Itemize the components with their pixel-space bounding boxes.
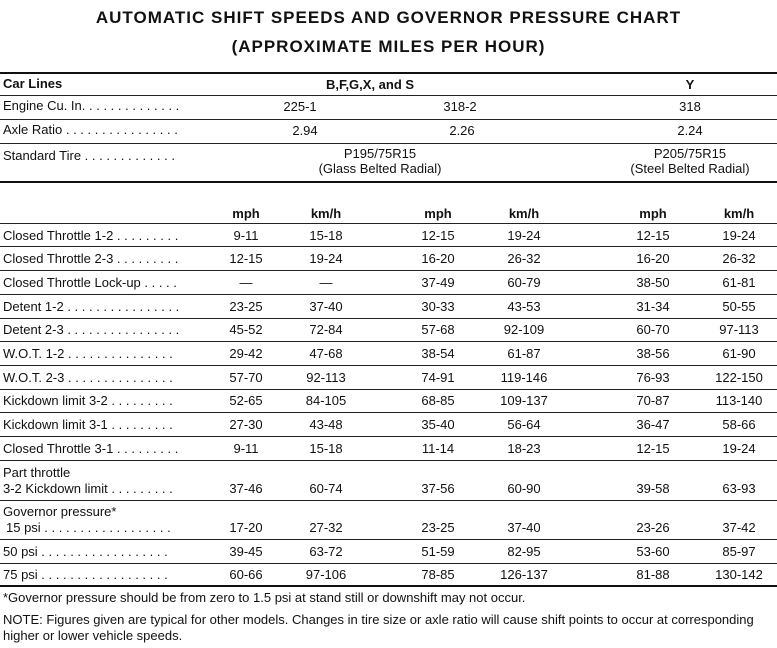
table-cell: 19-24 bbox=[309, 251, 343, 266]
table-cell: 78-85 bbox=[421, 567, 455, 582]
table-cell: — bbox=[239, 275, 253, 290]
table-cell: 60-66 bbox=[229, 567, 263, 582]
table-cell: 9-11 bbox=[233, 228, 259, 243]
table-cell: 19-24 bbox=[722, 228, 756, 243]
engine-label: Engine Cu. In. . . . . . . . . . . . . . bbox=[3, 98, 180, 113]
row-label: Closed Throttle Lock-up . . . . . bbox=[3, 275, 177, 290]
table-cell: 15-18 bbox=[309, 228, 343, 243]
table-cell: 39-58 bbox=[636, 481, 670, 496]
row-label: Closed Throttle 2-3 . . . . . . . . . bbox=[3, 251, 179, 266]
rule bbox=[0, 563, 777, 564]
table-cell: 37-49 bbox=[421, 275, 455, 290]
row-label: 15 psi . . . . . . . . . . . . . . . . . . bbox=[6, 520, 171, 535]
table-cell: 97-113 bbox=[719, 322, 759, 337]
rule bbox=[0, 270, 777, 271]
tire-group2-size: P205/75R15 bbox=[653, 146, 727, 161]
rule bbox=[0, 341, 777, 342]
axle-value-2: 2.26 bbox=[449, 123, 475, 138]
table-cell: 11-14 bbox=[421, 441, 455, 456]
column-header: mph bbox=[232, 206, 260, 221]
table-cell: 82-95 bbox=[507, 544, 541, 559]
table-cell: 47-68 bbox=[309, 346, 343, 361]
table-cell: 23-25 bbox=[229, 299, 263, 314]
row-label: W.O.T. 1-2 . . . . . . . . . . . . . . . bbox=[3, 346, 173, 361]
table-cell: 63-72 bbox=[309, 544, 343, 559]
rule bbox=[0, 436, 777, 437]
axle-value-3: 2.24 bbox=[677, 123, 703, 138]
row-label: Closed Throttle 3-1 . . . . . . . . . bbox=[3, 441, 179, 456]
table-cell: 30-33 bbox=[421, 299, 455, 314]
table-cell: 37-40 bbox=[507, 520, 541, 535]
table-cell: 51-59 bbox=[421, 544, 455, 559]
rule bbox=[0, 294, 777, 295]
table-cell: 58-66 bbox=[722, 417, 756, 432]
footnote: *Governor pressure should be from zero to 1.5 psi at stand still or downshift may not occur. bbox=[3, 590, 526, 605]
table-cell: 12-15 bbox=[229, 251, 263, 266]
row-label: Part throttle bbox=[3, 465, 71, 480]
table-cell: 38-56 bbox=[636, 346, 670, 361]
table-cell: 37-46 bbox=[229, 481, 263, 496]
rule bbox=[0, 95, 777, 96]
table-cell: 60-79 bbox=[507, 275, 541, 290]
table-cell: 61-81 bbox=[722, 275, 756, 290]
table-cell: 15-18 bbox=[309, 441, 343, 456]
rule bbox=[0, 460, 777, 461]
table-cell: 38-54 bbox=[421, 346, 455, 361]
table-cell: 23-26 bbox=[636, 520, 670, 535]
table-cell: 76-93 bbox=[636, 370, 670, 385]
row-label: Closed Throttle 1-2 . . . . . . . . . bbox=[3, 228, 179, 243]
table-cell: 26-32 bbox=[507, 251, 541, 266]
table-cell: 97-106 bbox=[305, 567, 347, 582]
table-cell: 23-25 bbox=[421, 520, 455, 535]
axle-value-1: 2.94 bbox=[292, 123, 318, 138]
table-cell: 43-53 bbox=[507, 299, 541, 314]
table-cell: 63-93 bbox=[722, 481, 756, 496]
row-label: Detent 2-3 . . . . . . . . . . . . . . . . bbox=[3, 322, 180, 337]
tire-label: Standard Tire . . . . . . . . . . . . . bbox=[3, 148, 175, 163]
table-cell: 36-47 bbox=[636, 417, 670, 432]
tire-group1-size: P195/75R15 bbox=[343, 146, 417, 161]
table-cell: 53-60 bbox=[636, 544, 670, 559]
table-cell: 56-64 bbox=[507, 417, 541, 432]
engine-value-2: 318-2 bbox=[443, 99, 477, 114]
column-header: km/h bbox=[310, 206, 342, 221]
column-header: km/h bbox=[508, 206, 540, 221]
table-cell: 12-15 bbox=[636, 441, 670, 456]
row-label: Detent 1-2 . . . . . . . . . . . . . . . . bbox=[3, 299, 180, 314]
table-cell: 68-85 bbox=[421, 393, 455, 408]
column-header: mph bbox=[424, 206, 452, 221]
car-lines-label: Car Lines bbox=[3, 76, 63, 91]
table-cell: 31-34 bbox=[636, 299, 670, 314]
rule bbox=[0, 412, 777, 413]
table-cell: 60-74 bbox=[309, 481, 343, 496]
table-cell: 57-70 bbox=[229, 370, 263, 385]
spec-bottom-rule bbox=[0, 181, 777, 183]
table-cell: 61-87 bbox=[507, 346, 541, 361]
chart-title: AUTOMATIC SHIFT SPEEDS AND GOVERNOR PRESSURE CHART bbox=[95, 8, 682, 27]
table-cell: 92-113 bbox=[306, 370, 346, 385]
chart-subtitle: (APPROXIMATE MILES PER HOUR) bbox=[231, 37, 546, 56]
table-cell: 38-50 bbox=[636, 275, 670, 290]
table-cell: 12-15 bbox=[421, 228, 455, 243]
rule bbox=[0, 143, 777, 144]
table-cell: 57-68 bbox=[421, 322, 455, 337]
table-cell: 122-150 bbox=[715, 370, 763, 385]
tire-group1-type: (Glass Belted Radial) bbox=[318, 161, 442, 176]
table-cell: 37-42 bbox=[722, 520, 756, 535]
table-cell: 9-11 bbox=[233, 441, 259, 456]
table-cell: 61-90 bbox=[722, 346, 756, 361]
row-label: W.O.T. 2-3 . . . . . . . . . . . . . . . bbox=[3, 370, 173, 385]
table-cell: 18-23 bbox=[507, 441, 541, 456]
table-cell: 39-45 bbox=[229, 544, 263, 559]
rule bbox=[0, 500, 777, 501]
table-cell: 60-90 bbox=[507, 481, 541, 496]
table-cell: 37-56 bbox=[421, 481, 455, 496]
rule bbox=[0, 389, 777, 390]
table-cell: 16-20 bbox=[421, 251, 455, 266]
table-cell: 27-32 bbox=[309, 520, 343, 535]
rule bbox=[0, 539, 777, 540]
table-cell: 17-20 bbox=[229, 520, 263, 535]
table-cell: 16-20 bbox=[636, 251, 670, 266]
engine-value-1: 225-1 bbox=[283, 99, 317, 114]
table-cell: 37-40 bbox=[309, 299, 343, 314]
table-cell: 27-30 bbox=[229, 417, 263, 432]
table-cell: 26-32 bbox=[722, 251, 756, 266]
table-cell: 85-97 bbox=[722, 544, 756, 559]
row-label: Kickdown limit 3-1 . . . . . . . . . bbox=[3, 417, 173, 432]
table-cell: 72-84 bbox=[309, 322, 343, 337]
column-header: mph bbox=[639, 206, 667, 221]
table-bottom-rule bbox=[0, 585, 777, 587]
rule bbox=[0, 246, 777, 247]
table-cell: 119-146 bbox=[500, 370, 548, 385]
row-label: 50 psi . . . . . . . . . . . . . . . . . . bbox=[3, 544, 168, 559]
governor-heading: Governor pressure* bbox=[3, 504, 117, 519]
table-cell: 43-48 bbox=[309, 417, 343, 432]
row-label: 75 psi . . . . . . . . . . . . . . . . . . bbox=[3, 567, 168, 582]
engine-value-3: 318 bbox=[679, 99, 701, 114]
table-cell: 12-15 bbox=[636, 228, 670, 243]
table-cell: 52-65 bbox=[229, 393, 263, 408]
note: NOTE: Figures given are typical for other models. Changes in tire size or axle ratio will cause shift points to occur at corresponding higher or lower vehicle speeds. bbox=[3, 612, 754, 643]
table-cell: 29-42 bbox=[229, 346, 263, 361]
table-cell: 50-55 bbox=[722, 299, 756, 314]
table-cell: 45-52 bbox=[229, 322, 263, 337]
top-rule bbox=[0, 72, 777, 74]
table-cell: 109-137 bbox=[500, 393, 548, 408]
table-cell: 84-105 bbox=[305, 393, 347, 408]
car-lines-group2: Y bbox=[685, 77, 695, 92]
table-cell: 92-109 bbox=[503, 322, 545, 337]
row-label: Kickdown limit 3-2 . . . . . . . . . bbox=[3, 393, 173, 408]
row-label: 3-2 Kickdown limit . . . . . . . . . bbox=[3, 481, 173, 496]
column-header: km/h bbox=[723, 206, 755, 221]
rule bbox=[0, 223, 777, 224]
table-cell: 113-140 bbox=[715, 393, 763, 408]
table-cell: 19-24 bbox=[722, 441, 756, 456]
axle-label: Axle Ratio . . . . . . . . . . . . . . . . bbox=[3, 122, 178, 137]
rule bbox=[0, 119, 777, 120]
table-cell: 130-142 bbox=[715, 567, 763, 582]
tire-group2-type: (Steel Belted Radial) bbox=[630, 161, 750, 176]
table-cell: 70-87 bbox=[636, 393, 670, 408]
rule bbox=[0, 365, 777, 366]
table-cell: 74-91 bbox=[421, 370, 455, 385]
table-cell: 81-88 bbox=[636, 567, 670, 582]
table-cell: — bbox=[319, 275, 333, 290]
rule bbox=[0, 318, 777, 319]
table-cell: 19-24 bbox=[507, 228, 541, 243]
table-cell: 60-70 bbox=[636, 322, 670, 337]
table-cell: 126-137 bbox=[500, 567, 548, 582]
table-cell: 35-40 bbox=[421, 417, 455, 432]
car-lines-group1: B,F,G,X, and S bbox=[325, 77, 415, 92]
